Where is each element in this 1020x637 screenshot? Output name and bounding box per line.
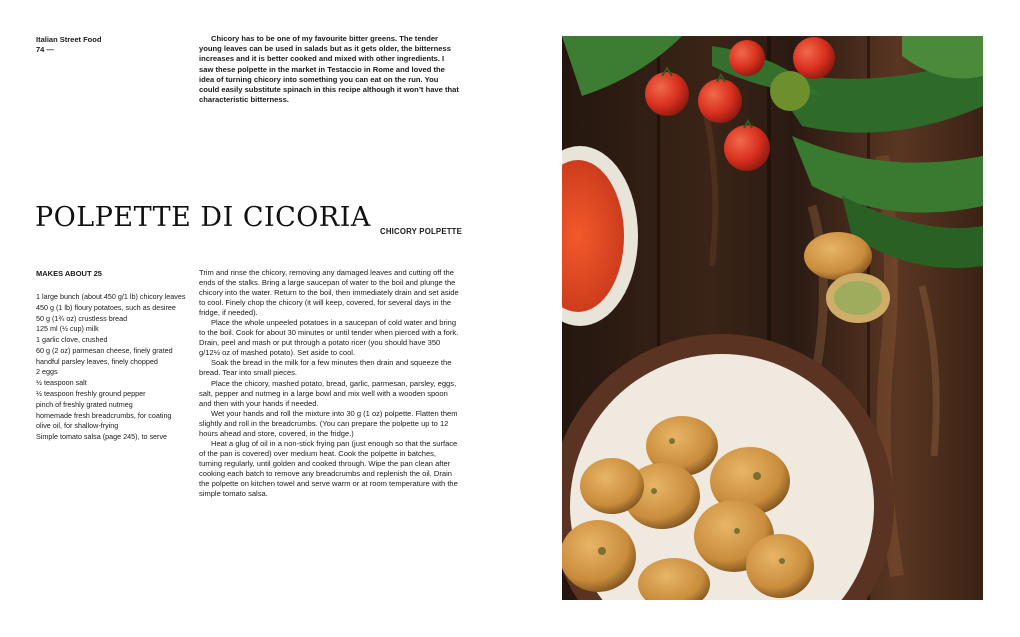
method-step: Wet your hands and roll the mixture into 30 g (1 oz) polpette. Flatten them slightly and roll in the breadcrumbs. (You can prepare the polpette up to 12 hours ahead and store, covered, in the fridge.)	[199, 408, 458, 438]
ingredient-item: homemade fresh breadcrumbs, for coating	[36, 410, 172, 420]
method-step: Place the whole unpeeled potatoes in a saucepan of cold water and bring to the boil. Cook for about 30 minutes or until tender when pierced with a fork. Drain, peel and mash or put through a potato ricer (you should have 350 g/12½ oz of mashed potato). Set aside to cool.	[199, 318, 459, 358]
recipe-title: POLPETTE DI CICORIA	[35, 202, 371, 233]
recipe-subtitle: CHICORY POLPETTE	[380, 227, 463, 236]
intro-paragraph: Chicory has to be one of my favourite bitter greens. The tender young leaves can be used in salads but as it gets older, the bitterness increases and it is better cooked and mixed with other ingredients. I saw these polpette in the market in Testaccio in Rome and loved the idea of turning chicory into something you can eat on the run. You could easily substitute spinach in this recipe although it won’t have that characteristic bitterness.	[199, 34, 459, 105]
ingredient-item: 50 g (1¾ oz) crustless bread	[36, 313, 128, 323]
method-step: Place the chicory, mashed potato, bread, garlic, parmesan, parsley, eggs, salt, pepper and nutmeg in a large bowl and mix well with a wooden spoon and then with your hands if needed.	[199, 378, 457, 408]
ingredient-item: 450 g (1 lb) floury potatoes, such as desiree	[36, 302, 176, 312]
ingredient-item: ½ teaspoon salt	[36, 378, 87, 388]
method-step: Soak the bread in the milk for a few minutes then drain and squeeze the bread. Tear into small pieces.	[199, 358, 452, 378]
ingredient-item: 125 ml (½ cup) milk	[36, 324, 99, 334]
food-photo-illustration	[562, 36, 983, 600]
ingredient-item: 60 g (2 oz) parmesan cheese, finely grated	[36, 345, 173, 355]
method-step: Trim and rinse the chicory, removing any damaged leaves and cutting off the ends of the stalks. Bring a large saucepan of water to the boil and plunge the chicory into the water. Return to the boil, then immediately drain and set aside to cool. Finely chop the chicory (it will keep, covered, for several days in the fridge, if needed).	[199, 268, 459, 318]
food-photo	[562, 36, 983, 600]
method-step: Heat a glug of oil in a non-stick frying pan (just enough so that the surface of the pan is covered) over medium heat. Cook the polpette in batches, turning regularly, until golden and cooked through. Wipe the pan clean after cooking each batch to remove any breadcrumbs and replenish the oil. Drain the polpette on kitchen towel and serve warm or at room temperature with the simple tomato salsa.	[199, 438, 458, 499]
ingredient-item: handful parsley leaves, finely chopped	[36, 356, 158, 366]
recipe-yield: MAKES ABOUT 25	[36, 269, 102, 278]
running-head	[36, 35, 101, 54]
ingredient-item: pinch of freshly grated nutmeg	[36, 399, 133, 409]
ingredient-item: 1 garlic clove, crushed	[36, 335, 108, 345]
book-title: Italian Street Food	[36, 35, 102, 44]
method-text	[199, 268, 461, 499]
ingredient-item: ½ teaspoon freshly ground pepper	[36, 389, 146, 399]
ingredient-item: olive oil, for shallow-frying	[36, 421, 119, 431]
ingredient-list	[36, 292, 186, 443]
ingredient-item: Simple tomato salsa (page 245), to serve	[36, 432, 168, 442]
ingredient-item: 1 large bunch (about 450 g/1 lb) chicory leaves	[36, 292, 186, 301]
ingredient-item: 2 eggs	[36, 367, 58, 377]
page-number: 74 —	[36, 44, 54, 54]
